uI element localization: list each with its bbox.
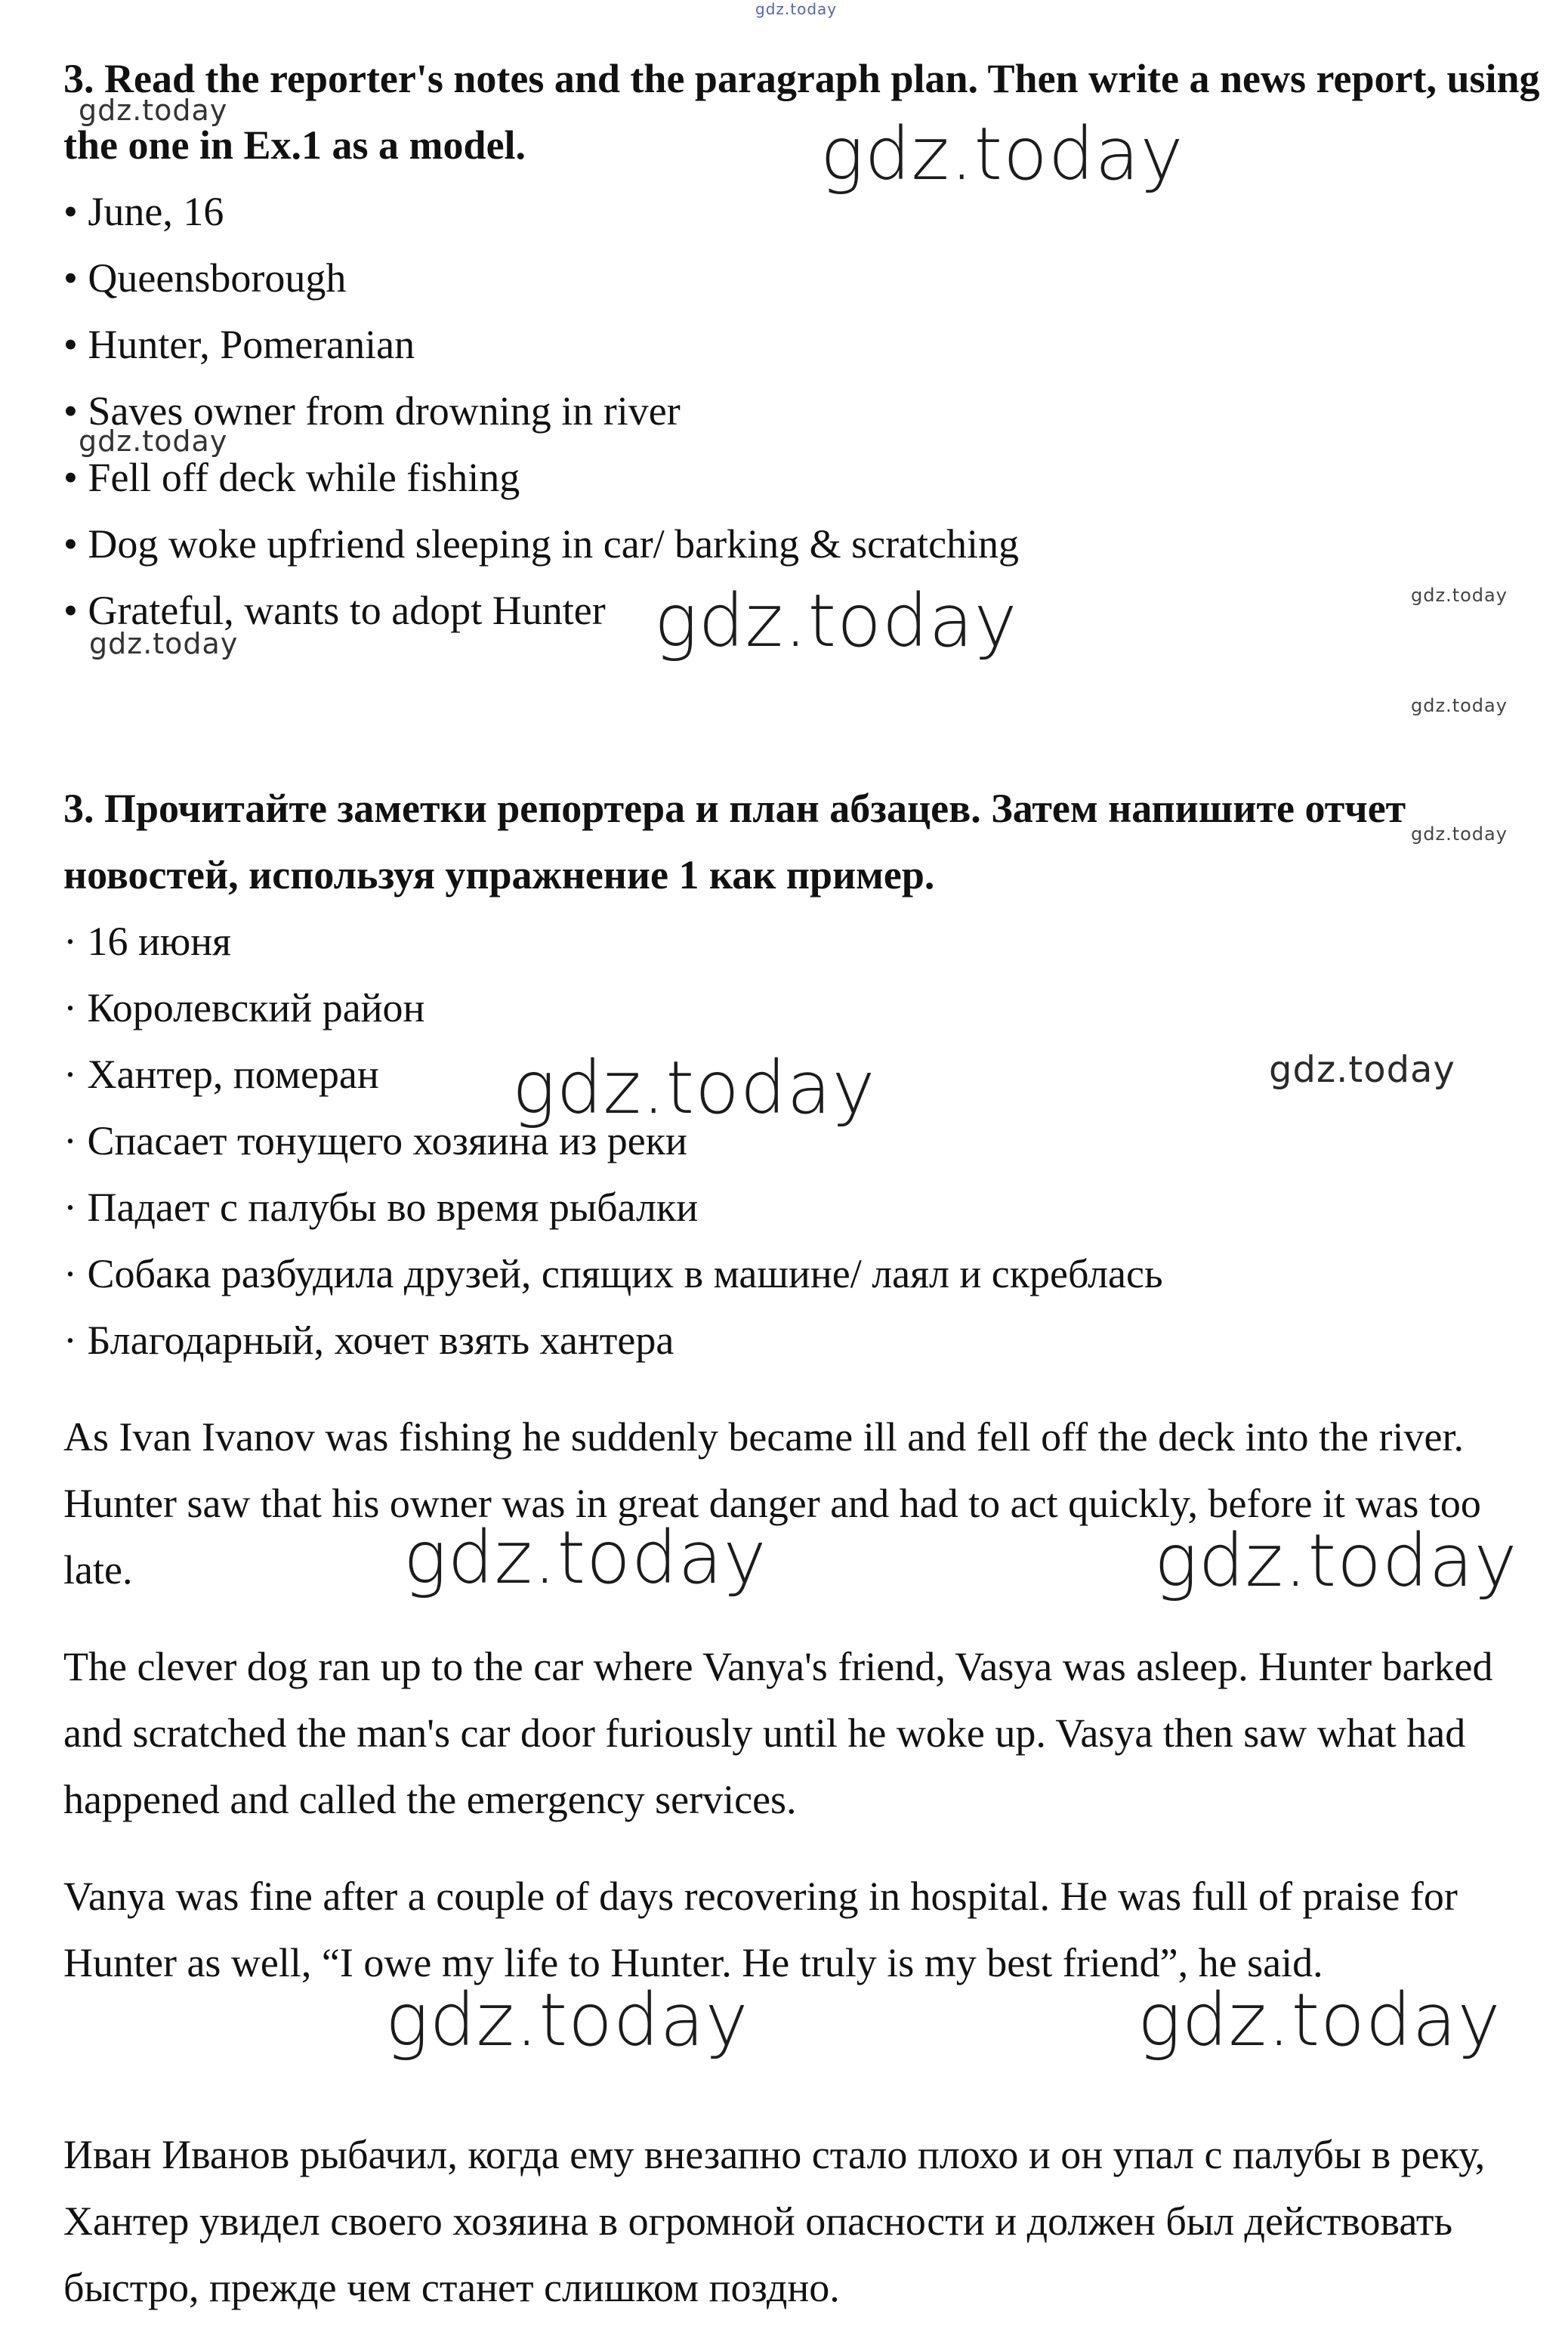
watermark: gdz.today <box>820 112 1184 196</box>
watermark: gdz.today <box>385 1978 749 2062</box>
answer-translation: Иван Иванов рыбачил, когда ему внезапно стало плохо и он упал с палубы в реку, Хантер увидел своего хозяина в огромной опасности и должен был действовать быстро, прежде чем станет слишком поздно. <box>63 2132 1486 2310</box>
answer-paragraph-2: The clever dog ran up to the car where Vanya's friend, Vasya was asleep. Hunter barked and scratched the man's car door furiously until he woke up. Vasya then saw what had happened and called the emergency services. <box>63 1644 1493 1822</box>
exercise-heading-russian: 3. Прочитайте заметки репортера и план абзацев. Затем напишите отчет новостей, используя упражнение 1 как пример. <box>63 786 1406 898</box>
exercise-heading-english: 3. Read the reporter's notes and the paragraph plan. Then write a news report, using the one in Ex.1 as a model. <box>63 56 1540 168</box>
note-item: • Fell off deck while fishing <box>63 455 520 500</box>
watermark: gdz.today <box>1269 1049 1455 1091</box>
watermark: gdz.today <box>654 579 1018 663</box>
note-item: · Падает с палубы во время рыбалки <box>63 1185 699 1230</box>
note-item: · Хантер, померан <box>63 1052 379 1097</box>
watermark: gdz.today <box>79 425 228 458</box>
note-item: · Королевский район <box>63 985 425 1030</box>
note-item: · Благодарный, хочет взять хантера <box>63 1318 674 1363</box>
watermark: gdz.today <box>403 1515 767 1600</box>
watermark: gdz.today <box>1411 585 1508 606</box>
reporter-notes-english <box>63 178 1544 644</box>
note-item: • Grateful, wants to adopt Hunter <box>63 588 606 633</box>
answer-paragraph-1: As Ivan Ivanov was fishing he suddenly became ill and fell off the deck into the river. Hunter saw that his owner was in great danger and had to act quickly, before it was too late. <box>63 1414 1481 1593</box>
note-item: • Queensborough <box>63 255 347 301</box>
note-item: • Hunter, Pomeranian <box>63 322 415 367</box>
note-item: · 16 июня <box>63 919 231 964</box>
watermark: gdz.today <box>79 94 228 127</box>
watermark: gdz.today <box>1411 695 1508 716</box>
reporter-notes-russian <box>63 908 1544 1373</box>
watermark: gdz.today <box>1411 823 1508 845</box>
watermark: gdz.today <box>89 627 239 660</box>
note-item: • Saves owner from drowning in river <box>63 388 681 434</box>
note-item: • Dog woke upfriend sleeping in car/ barking & scratching <box>63 521 1020 567</box>
note-item: · Спасает тонущего хозяина из реки <box>63 1118 687 1163</box>
answer-paragraph-3: Vanya was fine after a couple of days recovering in hospital. He was full of praise for Hunter as well, “I owe my life to Hunter. He truly is my best friend”, he said. <box>63 1874 1458 1985</box>
watermark: gdz.today <box>755 0 838 18</box>
watermark: gdz.today <box>1137 1978 1502 2062</box>
watermark: gdz.today <box>1154 1519 1518 1603</box>
watermark: gdz.today <box>512 1046 876 1130</box>
note-item: · Собака разбудила друзей, спящих в машине/ лаял и скреблась <box>63 1251 1163 1296</box>
note-item: • June, 16 <box>63 189 224 234</box>
